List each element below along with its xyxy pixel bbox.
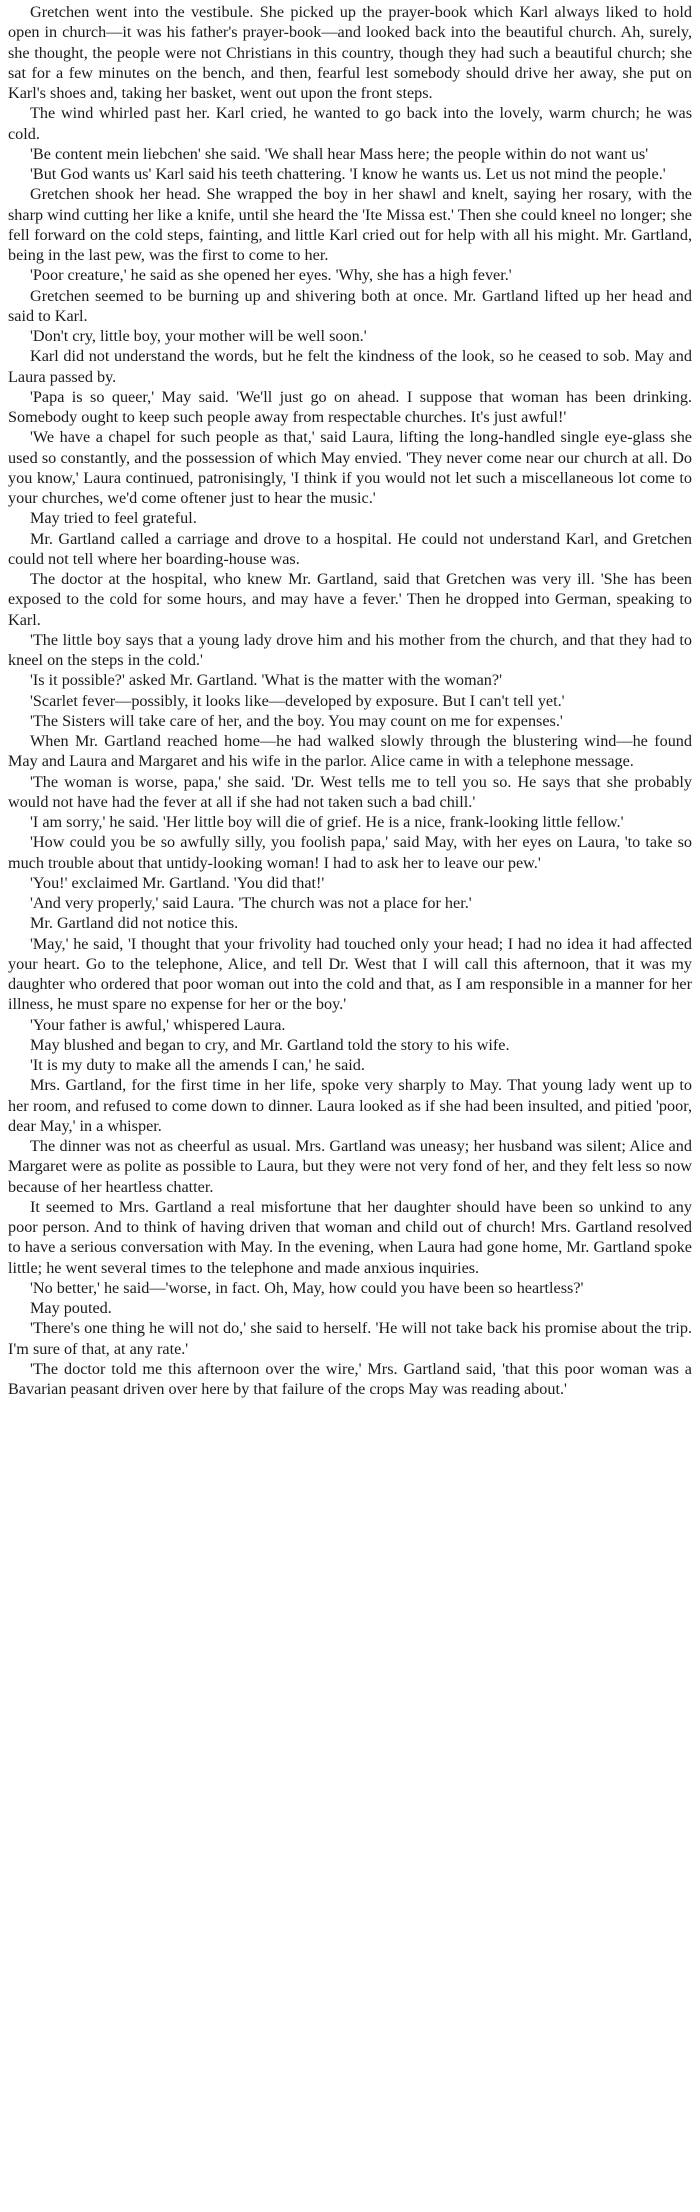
article-paragraph: 'It is my duty to make all the amends I can,' he said. — [30, 1056, 365, 1074]
article-paragraph: May pouted. — [30, 1299, 112, 1317]
article-paragraph: 'I am sorry,' he said. 'Her little boy will die of grief. He is a nice, frank-looking little fellow.' — [30, 813, 624, 831]
article-paragraph: 'The little boy says that a young lady drove him and his mother from the church, and that they had to kneel on the steps in the cold.' — [8, 630, 692, 669]
article-paragraph: 'How could you be so awfully silly, you foolish papa,' said May, with her eyes on Laura, 'to take so much trouble about that untidy-looking woman! I had to ask her to leave our pew.' — [8, 833, 692, 872]
article-paragraph: 'May,' he said, 'I thought that your frivolity had touched only your head; I had no idea it had affected your heart. Go to the telephone, Alice, and tell Dr. West that I will call this afternoon, that it was my daughter who ordered that poor woman out into the cold and that, as I am responsible in a manner for her illness, he must spare no expense for her or the boy.' — [8, 934, 692, 1014]
article-paragraph: The doctor at the hospital, who knew Mr. Gartland, said that Gretchen was very ill. 'She has been exposed to the cold for some hours, and may have a fever.' Then he dropped into German, speaking to Karl. — [8, 570, 692, 629]
article-paragraph: 'But God wants us' Karl said his teeth chattering. 'I know he wants us. Let us not mind the people.' — [30, 165, 666, 183]
article-paragraph: Gretchen seemed to be burning up and shivering both at once. Mr. Gartland lifted up her head and said to Karl. — [8, 286, 692, 325]
article-paragraph: 'You!' exclaimed Mr. Gartland. 'You did that!' — [30, 873, 325, 892]
article-paragraph: 'The woman is worse, papa,' she said. 'Dr. West tells me to tell you so. He says that she probably would not have had the fever at all if she had not taken such a bad chill.' — [8, 772, 692, 811]
article-paragraph: Karl did not understand the words, but he felt the kindness of the look, so he ceased to sob. May and Laura passed by. — [8, 347, 692, 386]
article-paragraph: Gretchen shook her head. She wrapped the boy in her shawl and knelt, saying her rosary, with the sharp wind cutting her like a knife, until she heard the 'Ite Missa est.' Then she could kneel no longer; she fell forward on the cold steps, fainting, and little Karl cried out for help with all his might. Mr. Gartland, being in the last pew, was the first to come to her. — [8, 185, 692, 264]
article-paragraph: When Mr. Gartland reached home—he had walked slowly through the blustering wind—he found May and Laura and Margaret and his wife in the parlor. Alice came in with a telephone message. — [8, 732, 692, 771]
article-paragraph: 'No better,' he said—'worse, in fact. Oh, May, how could you have been so heartless?' — [30, 1278, 584, 1297]
article-paragraph: 'Your father is awful,' whispered Laura. — [30, 1015, 286, 1034]
article-paragraph: Mr. Gartland did not notice this. — [30, 914, 239, 933]
article-paragraph: Gretchen went into the vestibule. She picked up the prayer-book which Karl always liked to hold open in church—it was his father's prayer-book—and looked back into the beautiful church. Ah, surely, she thought, the people were not Christians in this country, though they had such a beautiful church; she sat for a few minutes on the bench, and then, fearful lest somebody should drive her away, she put on Karl's shoes and, taking her basket, went out upon the front steps. — [8, 3, 692, 102]
article-paragraph: 'We have a chapel for such people as that,' said Laura, lifting the long-handled single eye-glass she used so constantly, and the possession of which May envied. 'They never come near our church at all. Do you know,' Laura continued, patronisingly, 'I think if you would not let such a miscellaneous lot come to your churches, we'd come oftener just to hear the music.' — [8, 428, 692, 507]
article-paragraph: 'The doctor told me this afternoon over the wire,' Mrs. Gartland said, 'that this poor woman was a Bavarian peasant driven over here by that failure of the crops May was reading about.' — [8, 1359, 692, 1398]
article-paragraph: 'Be content mein liebchen' she said. 'We shall hear Mass here; the people within do not want us' — [30, 144, 649, 163]
article-paragraph: 'Papa is so queer,' May said. 'We'll just go on ahead. I suppose that woman has been drinking. Somebody ought to keep such people away from respectable churches. It's just awful!' — [8, 387, 692, 426]
article-paragraph: 'There's one thing he will not do,' she said to herself. 'He will not take back his promise about the trip. I'm sure of that, at any rate.' — [8, 1319, 692, 1358]
article-paragraph: Mrs. Gartland, for the first time in her life, spoke very sharply to May. That young lady went up to her room, and refused to come down to dinner. Laura looked as if she had been insulted, and pitied 'poor, dear May,' in a whisper. — [8, 1076, 692, 1135]
article-paragraph: 'Scarlet fever—possibly, it looks like—developed by exposure. But I can't tell yet.' — [30, 691, 565, 710]
article-paragraph: May blushed and began to cry, and Mr. Gartland told the story to his wife. — [30, 1035, 510, 1054]
article-paragraph: 'Is it possible?' asked Mr. Gartland. 'What is the matter with the woman?' — [30, 671, 502, 690]
article-paragraph: 'The Sisters will take care of her, and the boy. You may count on me for expenses.' — [30, 711, 563, 730]
article-paragraph: It seemed to Mrs. Gartland a real misfortune that her daughter should have been so unkind to any poor person. And to think of having driven that woman and child out of church! Mrs. Gartland resolved to have a serious conversation with May. In the evening, when Laura had gone home, Mr. Gartland spoke little; he went several times to the telephone and made anxious inquiries. — [8, 1197, 692, 1277]
article-paragraph: 'Don't cry, little boy, your mother will be well soon.' — [30, 327, 367, 345]
article-paragraph: 'Poor creature,' he said as she opened her eyes. 'Why, she has a high fever.' — [30, 266, 512, 285]
article-paragraph: The wind whirled past her. Karl cried, he wanted to go back into the lovely, warm church; he was cold. — [8, 104, 692, 143]
article-body — [8, 2, 692, 1399]
article-paragraph: May tried to feel grateful. — [30, 509, 197, 528]
article-paragraph: Mr. Gartland called a carriage and drove to a hospital. He could not understand Karl, and Gretchen could not tell where her boarding-house was. — [8, 529, 692, 568]
article-paragraph: 'And very properly,' said Laura. 'The church was not a place for her.' — [30, 894, 472, 912]
article-paragraph: The dinner was not as cheerful as usual. Mrs. Gartland was uneasy; her husband was silent; Alice and Margaret were as polite as possible to Laura, but they were not very fond of her, and they felt less so now because of her heartless chatter. — [8, 1137, 692, 1196]
